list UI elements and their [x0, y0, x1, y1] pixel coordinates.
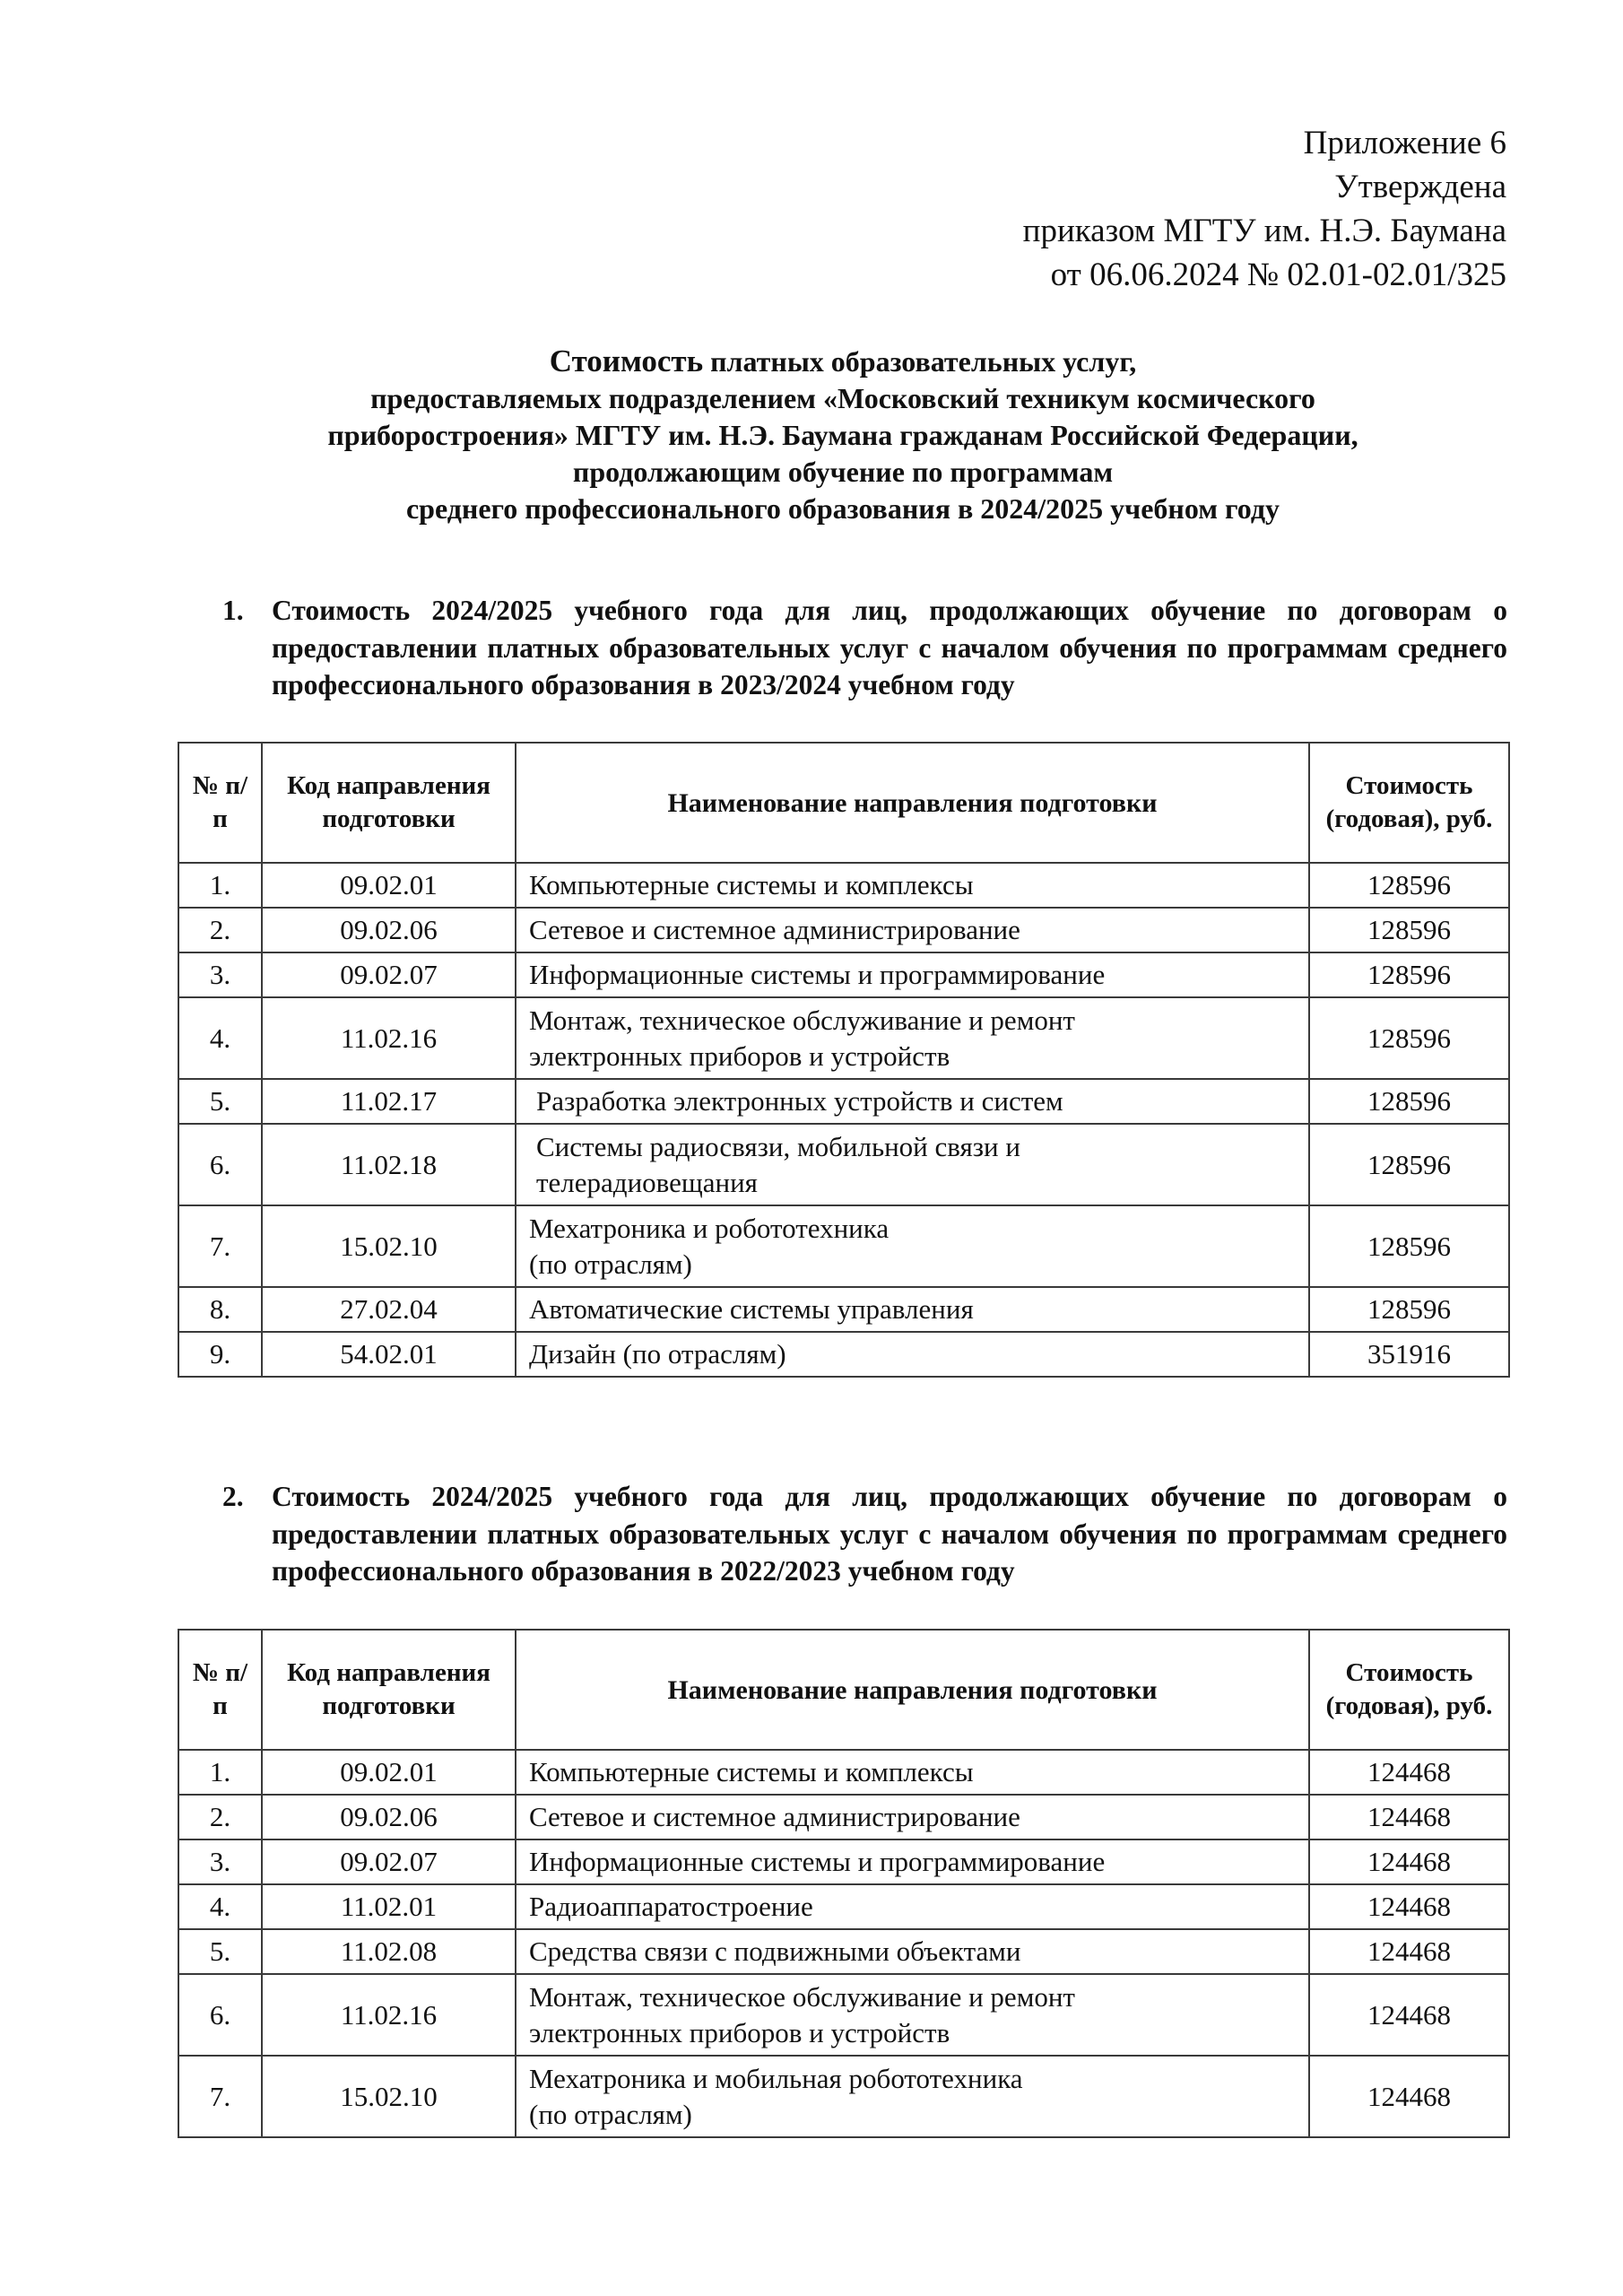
- cell-name-line1: Монтаж, техническое обслуживание и ремонт: [529, 1980, 1075, 2013]
- table-row: [178, 1974, 1509, 2056]
- cell-num: 2.: [178, 908, 262, 952]
- table-row: [178, 1287, 1509, 1332]
- header-num: № п/п: [178, 1630, 262, 1750]
- cell-num: 4.: [178, 997, 262, 1079]
- cell-name: Компьютерные системы и комплексы: [516, 1750, 1309, 1795]
- cell-cost: 124468: [1309, 1974, 1509, 2056]
- cell-cost: 128596: [1309, 952, 1509, 997]
- table-row: [178, 1884, 1509, 1929]
- table-row: [178, 908, 1509, 952]
- cell-code: 15.02.10: [262, 2056, 516, 2137]
- title-line5: среднего профессионального образования в 2024/2025 учебном году: [405, 492, 1280, 525]
- order-date-number: от 06.06.2024 № 02.01-02.01/325: [1050, 257, 1506, 293]
- header-code: Код направления подготовки: [262, 743, 516, 863]
- cell-name-line2: электронных приборов и устройств: [529, 1039, 950, 1072]
- cell-cost: 128596: [1309, 1079, 1509, 1124]
- cell-code: 15.02.10: [262, 1205, 516, 1287]
- cell-code: 11.02.08: [262, 1929, 516, 1974]
- table-row: [178, 1839, 1509, 1884]
- cell-name: [516, 1974, 1309, 2056]
- cell-name-line1: Мехатроника и робототехника: [529, 1212, 890, 1244]
- cell-name-line1: Системы радиосвязи, мобильной связи и: [536, 1130, 1020, 1162]
- cell-num: 1.: [178, 863, 262, 908]
- cell-code: 11.02.18: [262, 1124, 516, 1205]
- cell-num: 5.: [178, 1929, 262, 1974]
- table-row: [178, 1079, 1509, 1124]
- section-number: 1.: [222, 595, 244, 626]
- section-2-heading: [222, 1478, 1507, 1590]
- cell-cost: 124468: [1309, 1750, 1509, 1795]
- cell-cost: 128596: [1309, 863, 1509, 908]
- table-row: [178, 997, 1509, 1079]
- cell-code: 11.02.16: [262, 1974, 516, 2056]
- cell-num: 3.: [178, 952, 262, 997]
- appendix-label: Приложение 6: [1303, 125, 1506, 161]
- cell-name: Автоматические системы управления: [516, 1287, 1309, 1332]
- document-title: [179, 343, 1506, 527]
- cell-cost: 124468: [1309, 1795, 1509, 1839]
- title-line2: предоставляемых подразделением «Московский техникум космического: [370, 382, 1315, 414]
- cell-name-line1: Монтаж, техническое обслуживание и ремонт: [529, 1004, 1075, 1036]
- table-row: [178, 1795, 1509, 1839]
- cell-cost: 128596: [1309, 997, 1509, 1079]
- cell-cost: 124468: [1309, 1884, 1509, 1929]
- cell-name: [516, 997, 1309, 1079]
- cell-num: 4.: [178, 1884, 262, 1929]
- cell-name: [516, 1124, 1309, 1205]
- table-row: [178, 1750, 1509, 1795]
- cell-num: 3.: [178, 1839, 262, 1884]
- cell-cost: 124468: [1309, 1929, 1509, 1974]
- cell-name-line2: телерадиовещания: [536, 1166, 758, 1198]
- order-issuer: приказом МГТУ им. Н.Э. Баумана: [1022, 213, 1506, 249]
- section-number: 2.: [222, 1481, 244, 1512]
- cell-code: 09.02.01: [262, 863, 516, 908]
- cell-name: [516, 1205, 1309, 1287]
- table-row: [178, 952, 1509, 997]
- approved-label: Утверждена: [1334, 169, 1506, 205]
- table-header-row: [178, 743, 1509, 863]
- section-heading-text: Стоимость 2024/2025 учебного года для лиц, продолжающих обучение по договорам о предоставлении платных образовательных услуг с началом обучения по программам среднего профессионального образования в 2023/2024 учебном году: [272, 595, 1507, 700]
- cell-name-line2: (по отраслям): [529, 1248, 692, 1280]
- cell-cost: 128596: [1309, 1124, 1509, 1205]
- cell-code: 09.02.06: [262, 908, 516, 952]
- cell-num: 6.: [178, 1124, 262, 1205]
- table-row: [178, 1929, 1509, 1974]
- cell-code: 09.02.06: [262, 1795, 516, 1839]
- cell-num: 9.: [178, 1332, 262, 1377]
- cell-name-line2: электронных приборов и устройств: [529, 2016, 950, 2048]
- cell-cost: 124468: [1309, 1839, 1509, 1884]
- table-row: [178, 1124, 1509, 1205]
- approval-block: [1023, 121, 1506, 297]
- title-line1-rest: платных образовательных услуг,: [703, 345, 1137, 378]
- header-cost: Стоимость (годовая), руб.: [1309, 1630, 1509, 1750]
- cell-name-line1: Мехатроника и мобильная робототехника: [529, 2062, 1023, 2094]
- cell-name: Информационные системы и программирование: [516, 1839, 1309, 1884]
- cell-cost: 128596: [1309, 1205, 1509, 1287]
- cell-cost: 124468: [1309, 2056, 1509, 2137]
- cell-name: [516, 2056, 1309, 2137]
- cell-name-line2: (по отраслям): [529, 2098, 692, 2130]
- cell-code: 54.02.01: [262, 1332, 516, 1377]
- cell-num: 7.: [178, 1205, 262, 1287]
- cell-cost: 128596: [1309, 1287, 1509, 1332]
- title-line3: приборостроения» МГТУ им. Н.Э. Баумана гражданам Российской Федерации,: [327, 419, 1358, 451]
- header-cost: Стоимость (годовая), руб.: [1309, 743, 1509, 863]
- cell-name: Сетевое и системное администрирование: [516, 908, 1309, 952]
- cell-code: 11.02.17: [262, 1079, 516, 1124]
- cell-code: 11.02.16: [262, 997, 516, 1079]
- cell-name: Компьютерные системы и комплексы: [516, 863, 1309, 908]
- title-first-word: Стоимость: [549, 344, 704, 378]
- table-row: [178, 2056, 1509, 2137]
- cell-num: 8.: [178, 1287, 262, 1332]
- title-line4: продолжающим обучение по программам: [572, 456, 1114, 488]
- cell-num: 7.: [178, 2056, 262, 2137]
- cell-cost: 128596: [1309, 908, 1509, 952]
- cell-name: Сетевое и системное администрирование: [516, 1795, 1309, 1839]
- header-num: № п/п: [178, 743, 262, 863]
- cell-name: Информационные системы и программирование: [516, 952, 1309, 997]
- fees-table-1: [178, 742, 1510, 1378]
- cell-name: Разработка электронных устройств и систем: [516, 1079, 1309, 1124]
- table-row: [178, 863, 1509, 908]
- table-row: [178, 1332, 1509, 1377]
- table-header-row: [178, 1630, 1509, 1750]
- cell-code: 09.02.01: [262, 1750, 516, 1795]
- cell-name: Дизайн (по отраслям): [516, 1332, 1309, 1377]
- header-name: Наименование направления подготовки: [516, 743, 1309, 863]
- header-code: Код направления подготовки: [262, 1630, 516, 1750]
- cell-code: 09.02.07: [262, 1839, 516, 1884]
- fees-table-2: [178, 1629, 1510, 2138]
- cell-num: 5.: [178, 1079, 262, 1124]
- cell-code: 09.02.07: [262, 952, 516, 997]
- cell-code: 11.02.01: [262, 1884, 516, 1929]
- cell-num: 6.: [178, 1974, 262, 2056]
- section-heading-text: Стоимость 2024/2025 учебного года для лиц, продолжающих обучение по договорам о предоставлении платных образовательных услуг с началом обучения по программам среднего профессионального образования в 2022/2023 учебном году: [272, 1481, 1507, 1587]
- header-name: Наименование направления подготовки: [516, 1630, 1309, 1750]
- section-1-heading: [222, 592, 1507, 704]
- cell-name: Радиоаппаратостроение: [516, 1884, 1309, 1929]
- cell-num: 2.: [178, 1795, 262, 1839]
- cell-cost: 351916: [1309, 1332, 1509, 1377]
- table-row: [178, 1205, 1509, 1287]
- cell-num: 1.: [178, 1750, 262, 1795]
- cell-name: Средства связи с подвижными объектами: [516, 1929, 1309, 1974]
- cell-code: 27.02.04: [262, 1287, 516, 1332]
